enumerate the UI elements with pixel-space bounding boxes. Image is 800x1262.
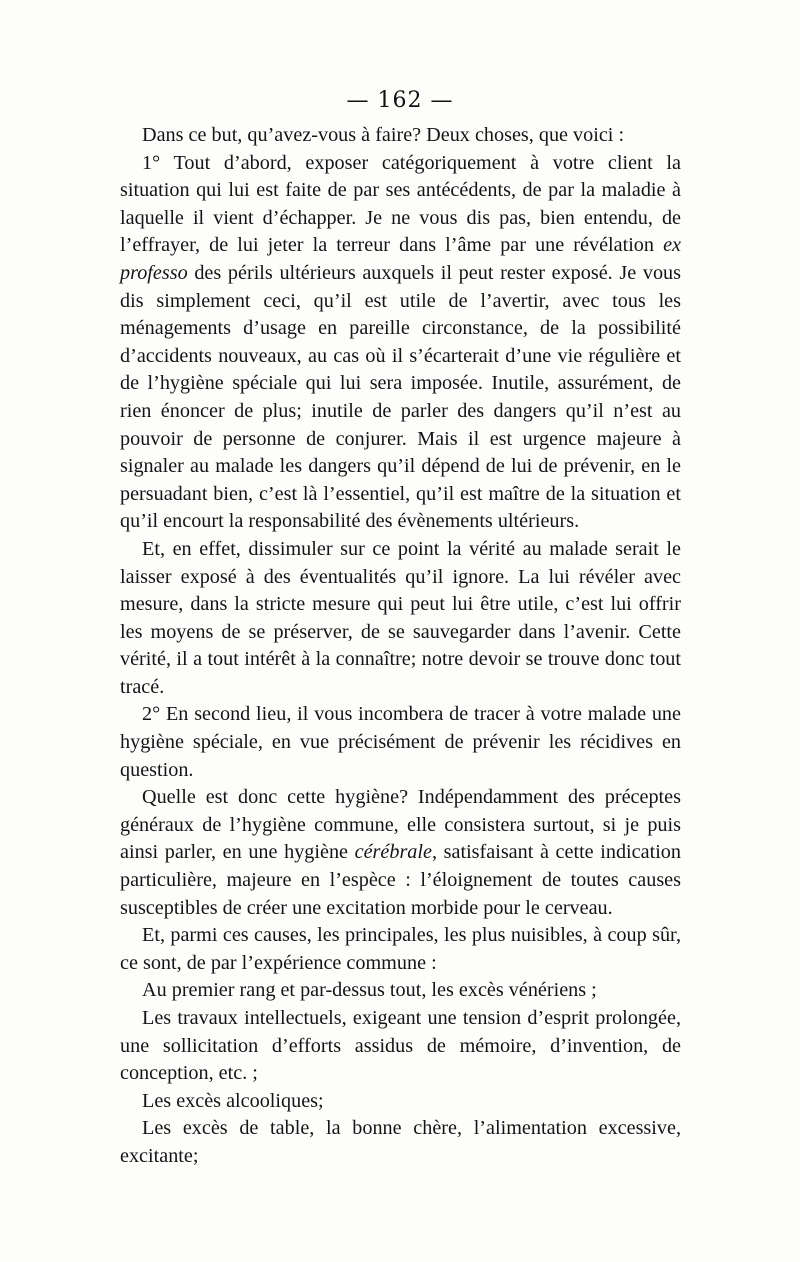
text-run: 2° En second lieu, il vous incombera de tracer à votre malade une hygiène spéciale, en vue précisément de prévenir les récidives en question.	[120, 703, 681, 781]
text-run: Les travaux intellectuels, exigeant une tension d’esprit prolongée, une sollicitation d’efforts assidus de mémoire, d’invention, de conception, etc. ;	[120, 1007, 681, 1085]
text-run: Les excès alcooliques;	[142, 1089, 324, 1112]
paragraph-cause-venereal	[120, 977, 681, 1005]
text-run: 1° Tout d’abord, exposer catégoriquement à votre client la situation qui lui est faite de par ses antécédents, de par la maladie à laquelle il vient d’échapper. Je ne vous dis pas, bien entendu, de l’effrayer, de lui jeter la terreur dans l’âme par une révélation	[120, 151, 681, 257]
paragraph-point-1	[120, 150, 681, 536]
italic-run: ex professo	[120, 234, 681, 284]
italic-run: cérébrale	[354, 841, 432, 864]
paragraph-cause-alcohol	[120, 1088, 681, 1116]
paragraph-causes	[120, 922, 681, 977]
text-run: Les excès de table, la bonne chère, l’alimentation excessive, excitante;	[120, 1117, 681, 1167]
text-run: Et, en effet, dissimuler sur ce point la vérité au malade serait le laisser exposé à des éventualités qu’il ignore. La lui révéler avec mesure, dans la stricte mesure qui peut lui être utile, c’est lui offrir les moyens de se préserver, de se sauvegarder dans l’avenir. Cette vérité, il a tout intérêt à la connaître; notre devoir se trouve donc tout tracé.	[120, 537, 681, 698]
page-body	[120, 122, 681, 1171]
text-run: Dans ce but, qu’avez-vous à faire? Deux choses, que voici :	[142, 124, 625, 146]
text-run: , satisfaisant à cette indication particulière, majeure en l’espèce : l’éloignement de toutes causes susceptibles de créer une excitation morbide pour le cerveau.	[120, 841, 681, 919]
text-run: Au premier rang et par-dessus tout, les excès vénériens ;	[142, 979, 597, 1002]
paragraph-point-2	[120, 701, 681, 784]
paragraph-hygiene	[120, 784, 681, 922]
paragraph-cause-table	[120, 1115, 681, 1170]
paragraph-truth	[120, 536, 681, 702]
paragraph-cause-intellectual	[120, 1005, 681, 1088]
text-run: des périls ultérieurs auxquels il peut rester exposé. Je vous dis simplement ceci, qu’il est utile de l’avertir, avec tous les ménagements d’usage en pareille circonstance, de la possibilité d’accidents nouveaux, au cas où il s’écarterait d’une vie régulière et de l’hygiène spéciale qui lui sera imposée. Inutile, assurément, de rien énoncer de plus; inutile de parler des dangers qu’il n’est au pouvoir de personne de conjurer. Mais il est urgence majeure à signaler au malade les dangers qu’il dépend de lui de prévenir, en le persuadant bien, c’est là l’essentiel, qu’il est maître de la situation et qu’il encourt la responsabilité des évènements ultérieurs.	[120, 261, 681, 533]
paragraph-intro	[120, 122, 681, 150]
text-run: Quelle est donc cette hygiène? Indépendamment des préceptes généraux de l’hygiène commune, elle consistera surtout, si je puis ainsi parler, en une hygiène	[120, 786, 681, 864]
text-run: Et, parmi ces causes, les principales, les plus nuisibles, à coup sûr, ce sont, de par l’expérience commune :	[120, 924, 681, 974]
page-number: — 162 —	[346, 88, 454, 113]
